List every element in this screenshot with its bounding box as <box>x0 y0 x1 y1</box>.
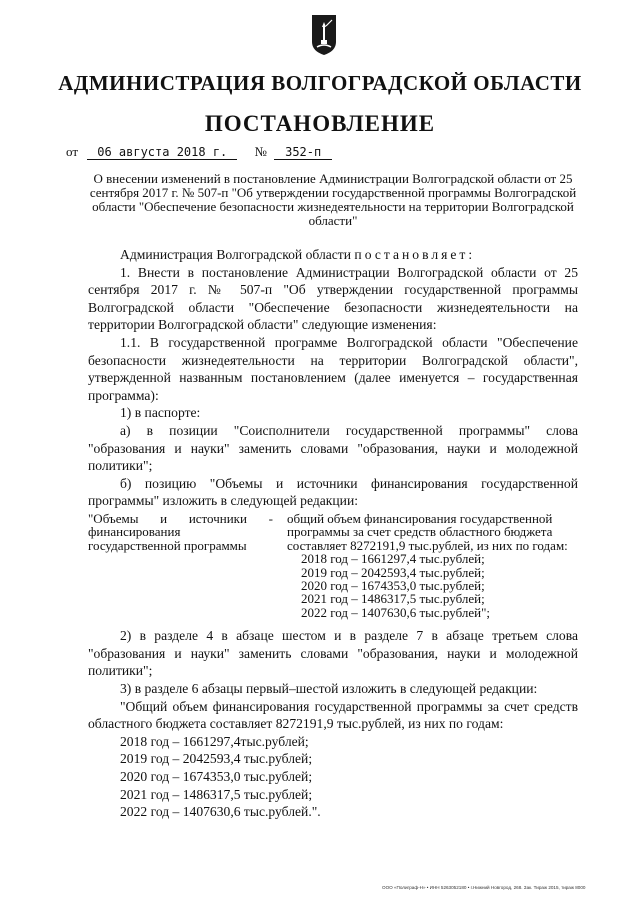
paragraph-b: б) позицию "Объемы и источники финансирования государственной программы" изложить в следующей редакции: <box>88 475 578 509</box>
year-line: 2019 год – 2042593,4 тыс.рублей; <box>301 564 485 580</box>
paragraph-1: 1. Внести в постановление Администрации Волгоградской области от 25 сентября 2017 г. № 507-п "Об утверждении государственной программы Волгоградской области "Обеспечение безопасности жизнедеятельности на территории Волгоградской области" следующие изменения: <box>88 264 578 333</box>
number-label: № <box>254 144 267 159</box>
paragraph-2: 2) в разделе 4 в абзаце шестом и в разделе 7 в абзаце третьем слова "образования и науки" заменить словами "образования, науки и молодежной политики"; <box>88 628 578 679</box>
date-number-line <box>66 144 332 160</box>
passport-table-right-cell <box>273 512 578 619</box>
year-line: 2022 год – 1407630,6 тыс.рублей.". <box>120 804 321 820</box>
year-line: 2021 год – 1486317,5 тыс.рублей; <box>301 591 485 607</box>
year-line: 2019 год – 2042593,4 тыс.рублей; <box>120 751 313 767</box>
year-line: 2021 год – 1486317,5 тыс.рублей; <box>120 786 313 802</box>
intro-verb: постановляет: <box>354 247 476 262</box>
paragraph-1-1: 1.1. В государственной программе Волгоградской области "Обеспечение безопасности жизнедеятельности на территории Волгоградской области", утвержденной названным постановлением (далее именуется – государственная программа): <box>88 334 578 403</box>
year-line: 2018 год – 1661297,4 тыс.рублей; <box>301 551 485 567</box>
paragraph-3: 3) в разделе 6 абзацы первый–шестой изложить в следующей редакции: <box>120 680 538 696</box>
passport-table-left-cell: "Объемы и источники - финансирования государственной программы <box>88 510 273 553</box>
document-subject: О внесении изменений в постановление Администрации Волгоградской области от 25 сентября 2017 г. № 507-п "Об утверждении государственной программы Волгоградской области "Обеспечение безопасности жизнедеятельности на территории Волгоградской области" <box>89 171 577 228</box>
intro-text: Администрация Волгоградской области <box>120 247 352 262</box>
print-footer: ООО «Полиграф-Н» • ИНН 5263052180 • г.Нижний Новгород, 268. Зак. Тираж 2015, тираж 8000 <box>382 885 586 890</box>
intro-paragraph <box>88 246 578 264</box>
paragraph-3-quote: "Общий объем финансирования государственной программы за счет средств областного бюджета составляет 8272191,9 тыс.рублей, из них по годам: <box>88 698 578 732</box>
organization-title: АДМИНИСТРАЦИЯ ВОЛГОГРАДСКОЙ ОБЛАСТИ <box>58 71 582 95</box>
passport-table-summary: общий объем финансирования государственной программы за счет средств областного бюджета составляет 8272191,9 тыс.рублей, из них по годам: <box>287 510 568 553</box>
document-body <box>88 246 578 821</box>
year-line: 2022 год – 1407630,6 тыс.рублей"; <box>301 604 491 620</box>
year-list <box>88 733 578 821</box>
year-line: 2020 год – 1674353,0 тыс.рублей; <box>301 577 485 593</box>
year-line: 2020 год – 1674353,0 тыс.рублей; <box>120 768 313 784</box>
date-prefix: от <box>66 144 79 159</box>
document-date: 06 августа 2018 г. <box>87 145 237 160</box>
year-line: 2018 год – 1661297,4тыс.рублей; <box>120 733 309 749</box>
passport-table <box>88 512 578 619</box>
coat-of-arms-icon <box>311 14 337 56</box>
paragraph-a: а) в позиции "Соисполнители государственной программы" слова "образования и науки" заменить словами "образования, науки и молодежной политики"; <box>88 422 578 474</box>
document-number: 352-п <box>274 145 332 160</box>
document-type-title: ПОСТАНОВЛЕНИЕ <box>204 111 436 136</box>
paragraph-passport: 1) в паспорте: <box>120 405 201 421</box>
